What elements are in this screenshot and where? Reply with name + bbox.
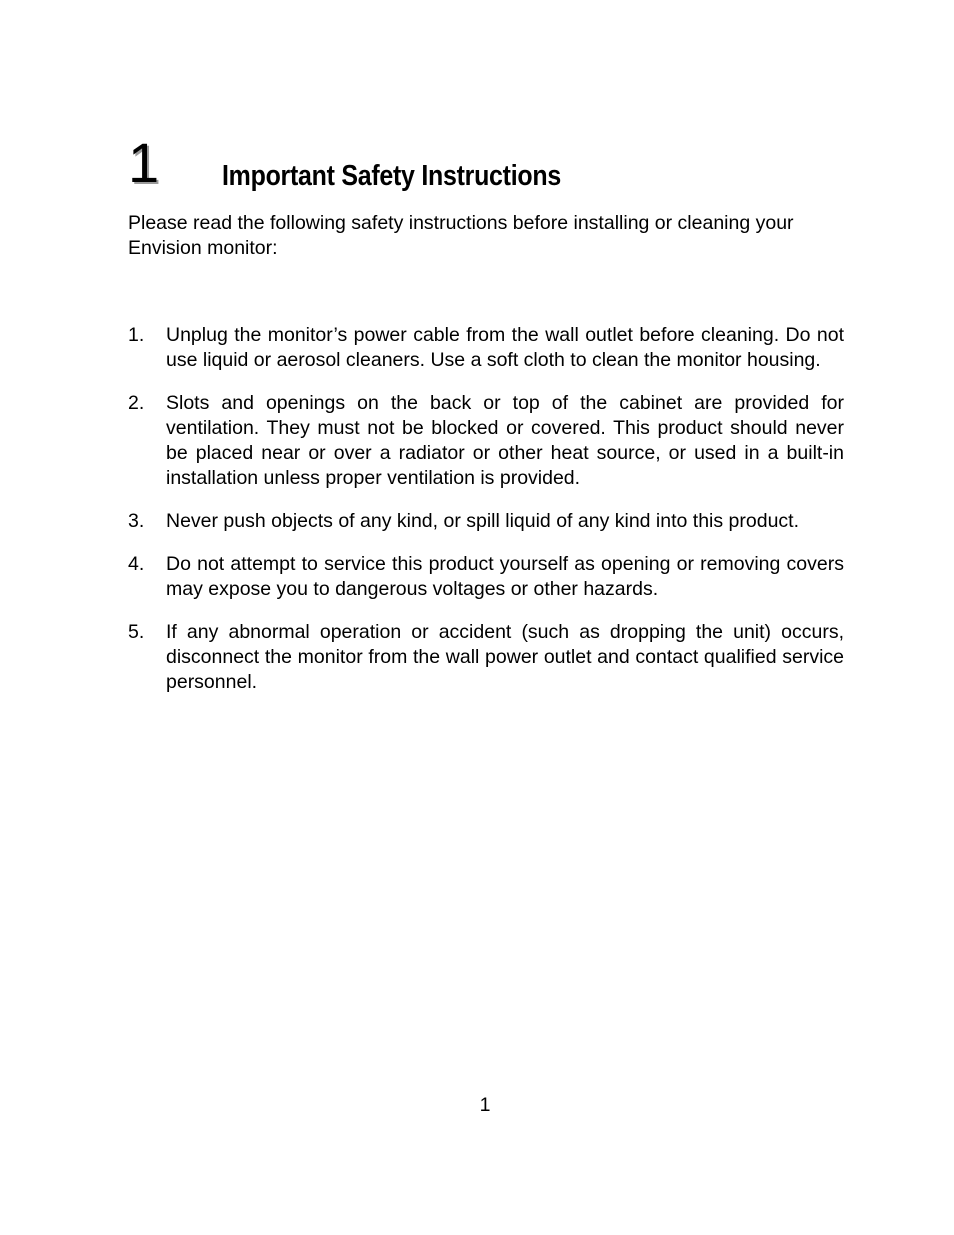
page-number: 1 bbox=[479, 1094, 491, 1116]
chapter-title: Important Safety Instructions bbox=[222, 160, 561, 192]
list-item-number: 5. bbox=[128, 621, 145, 643]
chapter-number: 1 bbox=[128, 131, 159, 194]
list-item bbox=[128, 323, 844, 373]
list-item-text: Unplug the monitor’s power cable from the wall outlet before cleaning. Do not use liquid or aerosol cleaners. Use a soft cloth to clean the monitor housing. bbox=[166, 324, 844, 371]
list-item-number: 2. bbox=[128, 392, 145, 414]
list-item bbox=[128, 391, 844, 491]
list-item-text: Never push objects of any kind, or spill liquid of any kind into this product. bbox=[166, 510, 800, 532]
list-item-number: 4. bbox=[128, 553, 145, 575]
list-item bbox=[128, 552, 844, 602]
list-item-number: 1. bbox=[128, 324, 145, 346]
list-item bbox=[128, 620, 844, 695]
list-item bbox=[128, 509, 844, 534]
chapter-header bbox=[128, 128, 848, 198]
list-item-text: Do not attempt to service this product yourself as opening or removing covers may expose you to dangerous voltages or other hazards. bbox=[166, 553, 844, 600]
list-item-text: Slots and openings on the back or top of the cabinet are provided for ventilation. They must not be blocked or covered. This product should never be placed near or over a radiator or other heat source, or used in a built-in installation unless proper ventilation is provided. bbox=[166, 392, 844, 489]
list-item-text: If any abnormal operation or accident (such as dropping the unit) occurs, disconnect the monitor from the wall power outlet and contact qualified service personnel. bbox=[166, 621, 844, 693]
intro-paragraph: Please read the following safety instructions before installing or cleaning your Envision monitor: bbox=[128, 212, 794, 259]
safety-instructions-list bbox=[128, 323, 844, 713]
list-item-number: 3. bbox=[128, 510, 145, 532]
